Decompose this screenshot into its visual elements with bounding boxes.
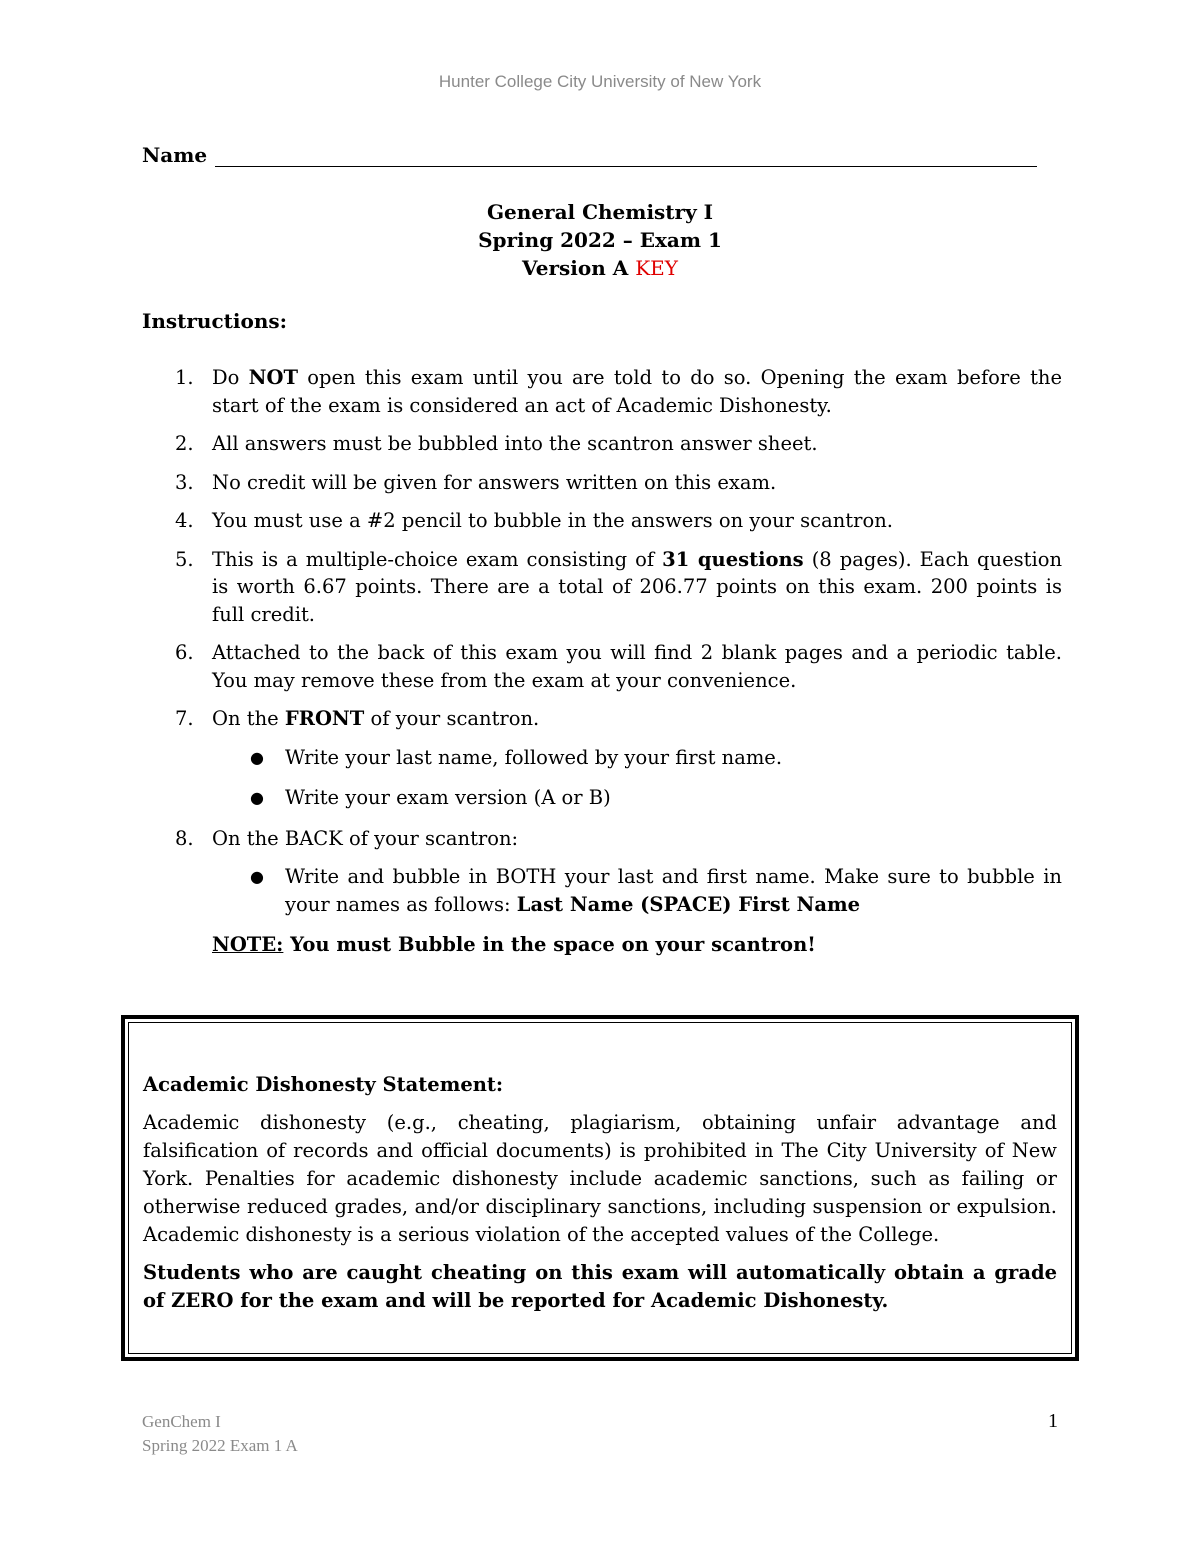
note-label: NOTE: [212,933,284,956]
bullet-icon: ● [250,788,264,807]
list-item: 6. Attached to the back of this exam you will find 2 blank pages and a periodic table. You may remove these from the exam at your convenience. [175,641,1062,692]
name-label: Name [142,143,208,167]
statement-title: Academic Dishonesty Statement: [143,1073,504,1096]
key-label: KEY [635,256,678,280]
instructions-heading: Instructions: [142,309,288,333]
exam-title: Spring 2022 – Exam 1 [478,228,722,252]
statement-warning: Students who are caught cheating on this exam will automatically obtain a grade of ZERO for the exam and will be reported for Academic Dishonesty. [143,1261,1057,1312]
list-item: 7. On the FRONT of your scantron. [175,707,540,730]
page-number: 1 [1048,1410,1058,1432]
academic-dishonesty-box [121,1015,1079,1361]
bullet-icon: ● [250,867,264,886]
list-item: 2. All answers must be bubbled into the scantron answer sheet. [175,432,818,455]
name-field [142,143,1037,167]
statement-body: Academic dishonesty (e.g., cheating, plagiarism, obtaining unfair advantage and falsification of records and official documents) is prohibited in The City University of New York. Penalties for academic dishonesty include academic sanctions, such as failing or otherwise reduced grades, and/or disciplinary sanctions, including suspension or expulsion. Academic dishonesty is a serious violation of the accepted values of the College. [143,1111,1057,1246]
bullet-item: ● Write your last name, followed by your first name. [247,744,1062,772]
bullet-item: ● Write your exam version (A or B) [247,784,1062,812]
name-underline [215,148,1037,167]
page-footer [142,1410,298,1458]
exam-title-block [0,198,1200,282]
bullet-icon: ● [250,747,264,767]
course-title: General Chemistry I [486,200,714,224]
version-label: Version A [522,256,629,280]
list-item: 3. No credit will be given for answers written on this exam. [175,470,777,494]
footer-exam: Spring 2022 Exam 1 A [142,1436,298,1455]
list-item: 4. You must use a #2 pencil to bubble in the answers on your scantron. [175,509,893,532]
version-line [0,254,1200,282]
list-item: 5. This is a multiple-choice exam consisting of 31 questions (8 pages). Each question is worth 6.67 points. There are a total of 206.77 points on this exam. 200 points is full credit. [175,547,1063,626]
scantron-note: NOTE: You must Bubble in the space on your scantron! [212,933,816,956]
list-item: 8. On the BACK of your scantron: [175,826,519,850]
page-header: Hunter College City University of New York [438,72,762,91]
footer-course: GenChem I [142,1412,221,1431]
instructions-list [142,364,1062,959]
list-item: 1. Do NOT open this exam until you are told to do so. Opening the exam before the start of the exam is considered an act of Academic Dishonesty. [175,366,1063,417]
bullet-item: ● Write and bubble in BOTH your last and first name. Make sure to bubble in your names as follows: Last Name (SPACE) First Name [247,863,1062,918]
